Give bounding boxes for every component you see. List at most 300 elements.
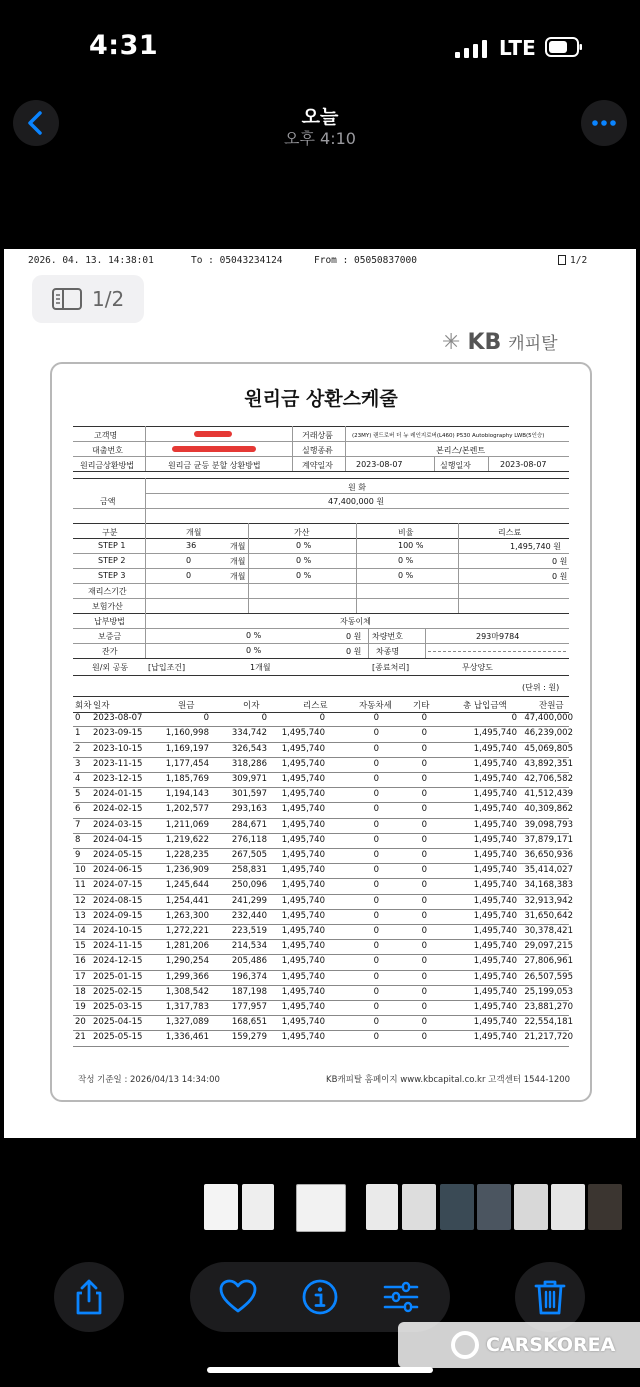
table-row — [73, 802, 573, 818]
table-cell: 2024-05-15 — [93, 850, 143, 860]
table-row — [73, 924, 573, 940]
table-cell: 1,495,740 — [473, 971, 517, 982]
table-cell: 1,495,740 — [281, 758, 325, 769]
info-icon[interactable] — [300, 1277, 340, 1317]
deposit-pct: 0 % — [246, 631, 262, 640]
table-cell: 1,495,740 — [473, 986, 517, 997]
nav-title: 오늘 — [301, 106, 339, 128]
table-cell: 241,299 — [231, 895, 267, 906]
step-months: 36 — [186, 541, 197, 550]
table-cell: 1,495,740 — [473, 834, 517, 845]
table-cell: 19 — [75, 1002, 86, 1012]
table-cell: 11 — [75, 880, 86, 891]
table-cell: 4 — [75, 774, 81, 784]
table-cell: 0 — [373, 865, 379, 876]
table-cell: 1,495,740 — [473, 941, 517, 952]
table-cell: 2 — [75, 743, 81, 754]
table-cell: 232,440 — [231, 910, 267, 921]
table-row — [73, 757, 573, 773]
table-cell: 1,495,740 — [281, 1032, 325, 1043]
page-icon — [558, 255, 566, 265]
table-cell: 1,327,089 — [165, 1017, 209, 1028]
table-row — [73, 863, 573, 879]
table-cell: 1,495,740 — [473, 1002, 517, 1012]
table-cell: 0 — [373, 1032, 379, 1043]
table-cell: 1,495,740 — [281, 728, 325, 739]
table-cell: 29,097,215 — [524, 941, 573, 952]
step-header-months: 개월 — [186, 528, 202, 537]
watermark-logo-icon — [450, 1330, 480, 1360]
step-fee: 1,495,740 원 — [510, 542, 561, 551]
table-cell: 1,290,254 — [165, 956, 209, 967]
ellipsis-icon — [581, 100, 627, 146]
table-cell: 30,378,421 — [524, 926, 573, 936]
table-cell: 0 — [373, 743, 379, 754]
step-header-fee: 리스료 — [498, 528, 522, 537]
table-cell: 21,217,720 — [524, 1032, 573, 1043]
step-header-ratio: 비율 — [398, 528, 414, 537]
table-cell: 177,957 — [231, 1002, 267, 1012]
home-indicator — [207, 1367, 433, 1373]
table-cell: 47,400,000 — [524, 713, 573, 724]
table-cell: 318,286 — [231, 758, 267, 769]
contract-date-label: 계약일자 — [302, 461, 333, 470]
table-cell: 0 — [373, 926, 379, 936]
table-cell: 1,495,740 — [281, 1017, 325, 1028]
product-label: 거래상품 — [302, 431, 333, 440]
table-cell: 1,202,577 — [165, 804, 209, 815]
table-cell: 1,495,740 — [473, 728, 517, 739]
table-cell: 1,185,769 — [165, 774, 209, 784]
table-cell: 2024-03-15 — [93, 819, 143, 830]
method-label: 원리금상환방법 — [80, 461, 135, 470]
table-cell: 1,495,740 — [281, 986, 325, 997]
end-value: 무상양도 — [462, 663, 493, 672]
table-cell: 1,245,644 — [165, 880, 209, 891]
table-row — [73, 711, 573, 727]
method-value: 원리금 균등 분할 상환방법 — [168, 461, 261, 470]
table-cell: 34,168,383 — [524, 880, 573, 891]
page-indicator — [32, 275, 144, 323]
step-ratio: 0 % — [398, 571, 414, 580]
table-cell: 1,495,740 — [281, 865, 325, 876]
table-cell: 0 — [511, 713, 517, 724]
table-cell: 2024-12-15 — [93, 956, 143, 967]
schedule-header-cell: 리스료 — [303, 701, 328, 711]
step-name: STEP 2 — [98, 556, 126, 565]
step-fee: 0 원 — [552, 572, 568, 581]
exec-date-label: 실행일자 — [440, 461, 471, 470]
table-cell: 0 — [421, 910, 427, 921]
trash-icon — [530, 1277, 570, 1317]
table-cell: 1,495,740 — [473, 789, 517, 800]
table-cell: 1,495,740 — [473, 865, 517, 876]
table-cell: 1,194,143 — [165, 789, 209, 800]
table-cell: 2025-05-15 — [93, 1032, 143, 1043]
table-cell: 35,414,027 — [524, 865, 573, 876]
table-cell: 2023-08-07 — [93, 713, 143, 724]
table-cell: 1,495,740 — [281, 941, 325, 952]
table-cell: 42,706,582 — [524, 774, 573, 784]
table-cell: 0 — [421, 713, 427, 724]
table-cell: 41,512,439 — [524, 789, 573, 800]
step-add: 0 % — [296, 541, 312, 550]
residual-label: 잔가 — [102, 647, 118, 656]
table-row — [73, 833, 573, 849]
table-cell: 1,495,740 — [281, 850, 325, 860]
table-cell: 18 — [75, 986, 86, 997]
table-cell: 0 — [421, 850, 427, 860]
table-cell: 1 — [75, 728, 81, 739]
table-cell: 0 — [373, 774, 379, 784]
table-row — [73, 742, 573, 758]
table-cell: 17 — [75, 971, 86, 982]
table-cell: 0 — [373, 986, 379, 997]
table-cell: 2025-04-15 — [93, 1017, 143, 1028]
table-cell: 326,543 — [231, 743, 267, 754]
table-cell: 0 — [373, 1017, 379, 1028]
thumbnail[interactable] — [551, 1184, 585, 1230]
table-cell: 0 — [421, 926, 427, 936]
table-cell: 2024-06-15 — [93, 865, 143, 876]
schedule-header-cell: 기타 — [413, 701, 430, 711]
cellular-signal-icon — [455, 40, 489, 58]
table-cell: 196,374 — [231, 971, 267, 982]
table-cell: 1,495,740 — [473, 743, 517, 754]
fax-page: 1/2 — [570, 255, 588, 266]
table-cell: 0 — [421, 1032, 427, 1043]
table-cell: 1,495,740 — [281, 1002, 325, 1012]
thumbnail[interactable] — [514, 1184, 548, 1230]
table-cell: 26,507,595 — [524, 971, 573, 982]
thumbnail[interactable] — [477, 1184, 511, 1230]
table-cell: 39,098,793 — [524, 819, 573, 830]
table-cell: 2024-02-15 — [93, 804, 143, 815]
table-row — [73, 878, 573, 894]
table-cell: 5 — [75, 789, 81, 800]
table-cell: 13 — [75, 910, 86, 921]
fax-from: From : 05050837000 — [314, 255, 417, 266]
table-cell: 301,597 — [231, 789, 267, 800]
table-cell: 0 — [261, 713, 267, 724]
table-cell: 9 — [75, 850, 81, 860]
table-cell: 1,236,909 — [165, 865, 209, 876]
step-header-type: 구분 — [102, 528, 118, 537]
nav-subtitle: 오후 4:10 — [284, 129, 356, 148]
heart-icon[interactable] — [218, 1277, 258, 1317]
schedule-header-cell: 회차 — [75, 701, 92, 711]
table-cell: 16 — [75, 956, 86, 967]
table-cell: 0 — [421, 941, 427, 952]
redaction-mark — [172, 446, 256, 452]
table-cell: 2024-11-15 — [93, 941, 143, 952]
footer-contact: KB캐피탈 홈페이지 www.kbcapital.co.kr 고객센터 1544-1200 — [326, 1075, 571, 1085]
amount-header: 원 화 — [348, 483, 366, 492]
schedule-header-cell: 원금 — [178, 701, 195, 711]
thumbnail[interactable] — [588, 1184, 622, 1230]
table-cell: 214,534 — [231, 941, 267, 952]
table-cell: 0 — [421, 880, 427, 891]
table-cell: 2024-07-15 — [93, 880, 143, 891]
table-row — [73, 1000, 573, 1016]
table-row — [73, 848, 573, 864]
thumbnail[interactable] — [204, 1184, 238, 1230]
table-cell: 2024-01-15 — [93, 789, 143, 800]
table-cell: 0 — [373, 1002, 379, 1012]
table-cell: 0 — [319, 713, 325, 724]
table-cell: 293,163 — [231, 804, 267, 815]
schedule-header-cell: 자동차세 — [359, 701, 392, 711]
thumbnail-strip[interactable] — [0, 1180, 640, 1234]
table-cell: 0 — [373, 804, 379, 815]
table-cell: 1,160,998 — [165, 728, 209, 739]
table-row — [73, 939, 573, 955]
table-cell: 1,495,740 — [473, 926, 517, 936]
table-cell: 1,495,740 — [473, 1017, 517, 1028]
table-cell: 1,336,461 — [165, 1032, 209, 1043]
table-cell: 0 — [373, 956, 379, 967]
table-cell: 25,199,053 — [524, 986, 573, 997]
table-cell: 43,892,351 — [524, 758, 573, 769]
table-cell: 0 — [421, 1017, 427, 1028]
table-cell: 46,239,002 — [524, 728, 573, 739]
table-cell: 1,495,740 — [281, 789, 325, 800]
more-button[interactable] — [581, 100, 627, 146]
amount-label: 금액 — [100, 497, 116, 506]
step-fee: 0 원 — [552, 557, 568, 566]
prepay-label: [납입조건] — [148, 663, 186, 672]
table-row — [73, 985, 573, 1001]
table-cell: 1,495,740 — [473, 804, 517, 815]
table-cell: 15 — [75, 941, 86, 952]
contract-date-value: 2023-08-07 — [356, 460, 403, 469]
table-cell: 22,554,181 — [524, 1017, 573, 1028]
table-cell: 1,495,740 — [473, 956, 517, 967]
scribble-mark — [428, 651, 568, 652]
table-cell: 1,299,366 — [165, 971, 209, 982]
table-cell: 3 — [75, 758, 81, 769]
product-value: (23MY) 랜드로버 더 뉴 레인지로버(L460) P530 Autobiography LWB(5인승) — [352, 433, 545, 439]
table-cell: 0 — [373, 941, 379, 952]
table-cell: 1,495,740 — [473, 1032, 517, 1043]
thumbnail-selected[interactable] — [296, 1184, 346, 1232]
table-cell: 21 — [75, 1032, 86, 1043]
table-cell: 1,495,740 — [281, 910, 325, 921]
thumbnail[interactable] — [440, 1184, 474, 1230]
step-header-add: 가산 — [294, 528, 310, 537]
table-cell: 1,495,740 — [281, 804, 325, 815]
payment-method-label: 납부방법 — [94, 617, 125, 626]
schedule-document — [50, 362, 592, 1102]
table-row — [73, 726, 573, 742]
table-cell: 36,650,936 — [524, 850, 573, 860]
exec-date-value: 2023-08-07 — [500, 460, 547, 469]
table-row — [73, 818, 573, 834]
table-cell: 1,317,783 — [165, 1002, 209, 1012]
table-cell: 1,495,740 — [473, 880, 517, 891]
status-time: 4:31 — [89, 30, 159, 61]
table-row — [73, 894, 573, 910]
prepay-value: 1개월 — [250, 663, 271, 672]
table-cell: 0 — [421, 728, 427, 739]
table-cell: 0 — [373, 850, 379, 860]
table-cell: 20 — [75, 1017, 86, 1028]
table-cell: 0 — [75, 713, 81, 724]
page-sidebar-icon — [52, 288, 82, 310]
table-cell: 2024-10-15 — [93, 926, 143, 936]
watermark — [398, 1322, 640, 1368]
currency-label: 원/외 공동 — [92, 663, 129, 672]
table-cell: 2023-09-15 — [93, 728, 143, 739]
page-indicator-text: 1/2 — [92, 287, 125, 311]
table-cell: 37,879,171 — [524, 834, 573, 845]
table-cell: 2024-08-15 — [93, 895, 143, 906]
table-cell: 23,881,270 — [524, 1002, 573, 1012]
status-bar — [0, 0, 640, 96]
table-cell: 0 — [421, 819, 427, 830]
table-cell: 1,169,197 — [165, 743, 209, 754]
schedule-header-cell: 총 납입금액 — [463, 701, 507, 711]
step-unit: 개월 — [230, 572, 246, 581]
table-cell: 1,495,740 — [473, 850, 517, 860]
thumbnail[interactable] — [242, 1184, 274, 1230]
table-cell: 2025-01-15 — [93, 971, 143, 982]
photo-viewer[interactable] — [4, 249, 636, 1138]
table-cell: 159,279 — [231, 1032, 267, 1043]
table-cell: 0 — [421, 789, 427, 800]
table-cell: 1,495,740 — [281, 743, 325, 754]
table-cell: 2023-12-15 — [93, 774, 143, 784]
table-cell: 2023-10-15 — [93, 743, 143, 754]
thumbnail[interactable] — [366, 1184, 398, 1230]
table-cell: 267,505 — [231, 850, 267, 860]
step-ratio: 100 % — [398, 541, 424, 550]
table-cell: 1,495,740 — [473, 910, 517, 921]
table-cell: 1,495,740 — [473, 819, 517, 830]
table-cell: 1,308,542 — [165, 986, 209, 997]
table-cell: 0 — [421, 956, 427, 967]
table-cell: 0 — [373, 880, 379, 891]
table-cell: 40,309,862 — [524, 804, 573, 815]
table-row — [73, 970, 573, 986]
table-cell: 223,519 — [231, 926, 267, 936]
table-cell: 1,495,740 — [473, 774, 517, 784]
table-cell: 0 — [421, 834, 427, 845]
step-add: 0 % — [296, 556, 312, 565]
table-cell: 31,650,642 — [524, 910, 573, 921]
insurance-label: 보험가산 — [92, 602, 123, 611]
table-cell: 1,228,235 — [165, 850, 209, 860]
table-cell: 0 — [373, 758, 379, 769]
share-icon — [69, 1277, 109, 1317]
table-cell: 0 — [373, 910, 379, 921]
table-cell: 0 — [421, 986, 427, 997]
table-cell: 0 — [421, 774, 427, 784]
table-cell: 187,198 — [231, 986, 267, 997]
step-months: 0 — [186, 571, 192, 580]
table-cell: 0 — [421, 895, 427, 906]
step-name: STEP 3 — [98, 571, 126, 580]
table-cell: 0 — [373, 819, 379, 830]
table-cell: 205,486 — [231, 956, 267, 967]
table-cell: 334,742 — [231, 728, 267, 739]
table-cell: 309,971 — [231, 774, 267, 784]
payment-method-value: 자동이체 — [340, 617, 371, 626]
redaction-mark — [194, 431, 232, 437]
step-unit: 개월 — [230, 542, 246, 551]
table-cell: 1,177,454 — [165, 758, 209, 769]
table-cell: 2023-11-15 — [93, 758, 143, 769]
table-cell: 284,671 — [231, 819, 267, 830]
table-cell: 8 — [75, 834, 81, 845]
table-cell: 1,495,740 — [281, 895, 325, 906]
table-cell: 2024-04-15 — [93, 834, 143, 845]
table-cell: 1,495,740 — [281, 926, 325, 936]
schedule-header-cell: 이자 — [243, 701, 260, 711]
table-cell: 250,096 — [231, 880, 267, 891]
table-cell: 168,651 — [231, 1017, 267, 1028]
residual-pct: 0 % — [246, 646, 262, 655]
table-cell: 1,495,740 — [473, 895, 517, 906]
network-label: LTE — [499, 36, 536, 60]
table-cell: 2025-02-15 — [93, 986, 143, 997]
loan-no-label: 대출번호 — [92, 446, 123, 455]
table-cell: 27,806,961 — [524, 956, 573, 967]
table-cell: 0 — [373, 713, 379, 724]
table-row — [73, 772, 573, 788]
table-cell: 14 — [75, 926, 86, 936]
table-cell: 1,495,740 — [281, 956, 325, 967]
table-cell: 6 — [75, 804, 81, 815]
table-cell: 1,495,740 — [281, 774, 325, 784]
schedule-header-cell: 일자 — [93, 701, 110, 711]
table-cell: 1,211,069 — [165, 819, 209, 830]
table-cell: 1,495,740 — [473, 758, 517, 769]
table-cell: 2024-09-15 — [93, 910, 143, 921]
table-cell: 0 — [421, 804, 427, 815]
table-cell: 0 — [373, 834, 379, 845]
table-cell: 1,254,441 — [165, 895, 209, 906]
table-row — [73, 1015, 573, 1031]
thumbnail[interactable] — [402, 1184, 436, 1230]
table-cell: 1,495,740 — [281, 880, 325, 891]
table-cell: 0 — [203, 713, 209, 724]
table-cell: 0 — [373, 971, 379, 982]
table-cell: 1,281,206 — [165, 941, 209, 952]
deposit-amt: 0 원 — [346, 632, 362, 641]
amount-value: 47,400,000 원 — [328, 497, 385, 506]
vehicle-no-value: 293마9784 — [476, 632, 520, 641]
table-cell: 1,272,221 — [165, 926, 209, 936]
star-logo-icon: ✳ — [442, 330, 461, 355]
table-cell: 0 — [373, 789, 379, 800]
table-cell: 1,219,622 — [165, 834, 209, 845]
table-cell: 0 — [373, 728, 379, 739]
kb-capital-logo: ✳ KB 캐피탈 — [442, 330, 558, 355]
table-cell: 0 — [373, 895, 379, 906]
fax-to: To : 05043234124 — [191, 255, 283, 266]
table-cell: 1,495,740 — [281, 819, 325, 830]
table-cell: 258,831 — [231, 865, 267, 876]
table-cell: 7 — [75, 819, 81, 830]
table-cell: 45,069,805 — [524, 743, 573, 754]
re-lease-label: 재리스기간 — [88, 587, 127, 596]
fax-datetime: 2026. 04. 13. 14:38:01 — [28, 255, 154, 266]
footer-date: 작성 기준일 : 2026/04/13 14:34:00 — [78, 1075, 220, 1085]
table-cell: 1,495,740 — [281, 834, 325, 845]
table-cell: 12 — [75, 895, 86, 906]
adjust-icon[interactable] — [381, 1277, 421, 1317]
